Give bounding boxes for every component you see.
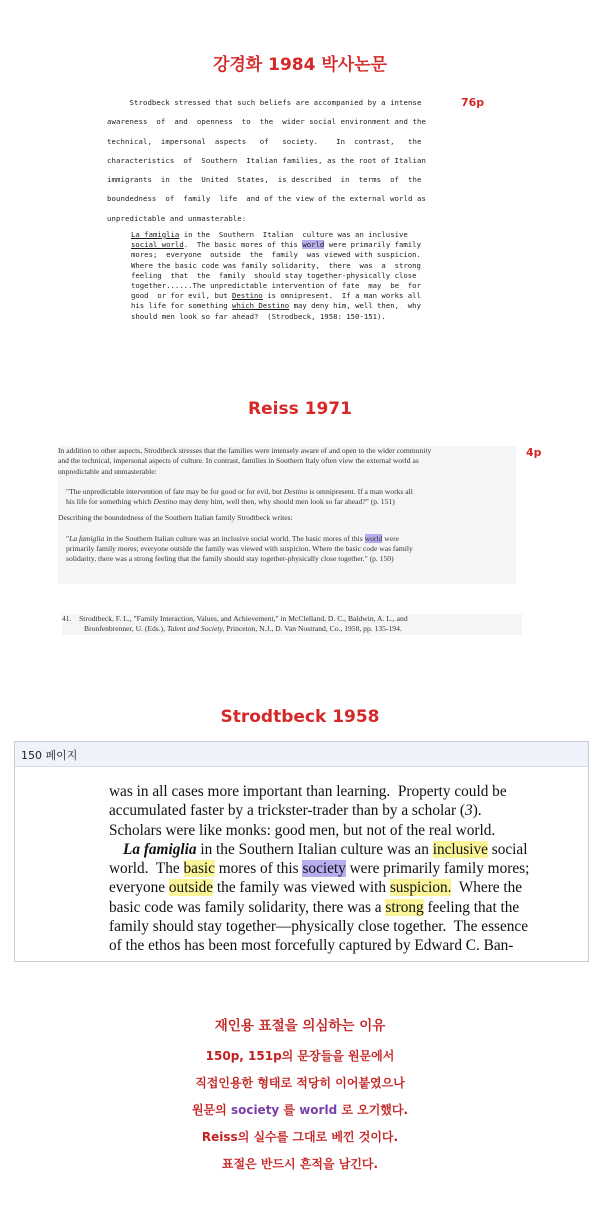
conclusion-line: 원문의 society 를 world 로 오기했다. — [191, 1103, 409, 1117]
section3-title: Strodtbeck 1958 — [220, 707, 380, 727]
highlight-inclusive: inclusive — [432, 840, 488, 858]
book-text: was in all cases more important than learning. Property could be accumulated faster by a trickster-trader than by a scholar (3). Scholars were like monks: good men, but not of the real world. La famiglia in the Southern Italian culture was an inclusive social world. The basic mores of this society were primarily family mores; everyone outside the family was viewed with suspicion. Where the basic code was family solidarity, there was a strong feeling that the family should stay together—physically close together. The essence of the ethos has been most forcefully captured by Edward C. Ban- — [109, 783, 530, 955]
thesis-line: characteristics of Southern Italian families, as the root of Italian — [107, 155, 427, 165]
highlight-outside: outside — [168, 879, 214, 897]
conclusion-line: 150p, 151p의 문장들을 원문에서 — [205, 1049, 395, 1063]
conclusion-line: 표절은 반드시 흔적을 남긴다. — [221, 1157, 379, 1171]
word-society: society — [230, 1103, 280, 1117]
conclusion-title: 재인용 표절을 의심하는 이유 — [214, 1018, 386, 1034]
highlight-strong: strong — [385, 898, 424, 916]
thesis-line: unpredictable and unmasterable: — [107, 213, 247, 223]
thesis-line: immigrants in the United States, is described in terms of the — [107, 175, 422, 185]
reiss-footnote: 41. Strodtbeck, F. L., "Family Interaction, Values, and Achievement," in McClelland, D. C., Baldwin, A. L., and Bronfenbrenner, U. (Eds.), Talent and Society, Princeton, N.J., D. Van Nostrand, Co., 1958, pp. 135-194. — [62, 614, 522, 635]
book-page-panel — [14, 741, 589, 962]
thesis-paragraph — [107, 93, 426, 228]
section2-page-number: 4p — [526, 446, 542, 459]
section1-title: 강경화 1984 박사논문 — [212, 55, 388, 75]
thesis-line: technical, impersonal aspects of society. In contrast, the — [107, 136, 422, 146]
highlight-society: society — [302, 860, 346, 878]
word-world: world — [299, 1103, 338, 1117]
panel-header — [15, 742, 588, 767]
thesis-line: Strodbeck stressed that such beliefs are accompanied by a intense — [107, 98, 422, 107]
italic-term: La famiglia — [131, 230, 180, 239]
section2-title: Reiss 1971 — [248, 399, 352, 419]
highlight-world: world — [364, 533, 383, 543]
section1-page-number: 76p — [461, 96, 485, 109]
highlight-suspicion: suspicion. — [389, 879, 452, 897]
thesis-line: awareness of and openness to the wider social environment and the — [107, 117, 427, 127]
page-label: 150 페이지 — [21, 749, 78, 762]
highlight-world: world — [302, 240, 325, 250]
thesis-blockquote: La famiglia in the Southern Italian culture was an inclusive social world. The basic mores of this world were primarily family mores; everyone outside the family was viewed with suspicion. Where the basic code was family solidarity, there was a strong feeling that the family should stay together-physically close together......The unpredictable intervention of fate may be for good or for evil, but Destino is omnipresent. If a man works all his life for something which Destino may deny him, well then, why should men look so far ahead? (Strodbeck, 1958: 150-151). — [131, 230, 421, 321]
reiss-excerpt: In addition to other aspects, Strodtbeck stresses that the families were intensely aware of and open to the wider community and the technical, impersonal aspects of culture. In contrast, families in Southern Italy often view the external world as unpredictable and unmasterable: "The unpredictable intervention of fate may be for good or for evil, but Destino is omnipresent. If a man works all his life for something which Destino may deny him, well then, why should men look so far ahead?" (p. 151) Describing the boundedness of the Southern Italian family Strodtbeck writes: "La famiglia in the Southern Italian culture was an inclusive social world. The basic mores of this world were primarily family mores; everyone outside the family was viewed with suspicion. Where the basic code was family solidarity, there was a strong feeling that the family should stay together-physically close together." (p. 150) — [58, 446, 516, 584]
conclusion-line: Reiss의 실수를 그대로 베낀 것이다. — [201, 1130, 399, 1144]
thesis-line: boundedness of family life and of the view of the external world as — [107, 194, 427, 204]
conclusion-line: 직접인용한 형태로 적당히 이어붙였으나 — [195, 1076, 405, 1090]
highlight-basic: basic — [183, 860, 215, 878]
